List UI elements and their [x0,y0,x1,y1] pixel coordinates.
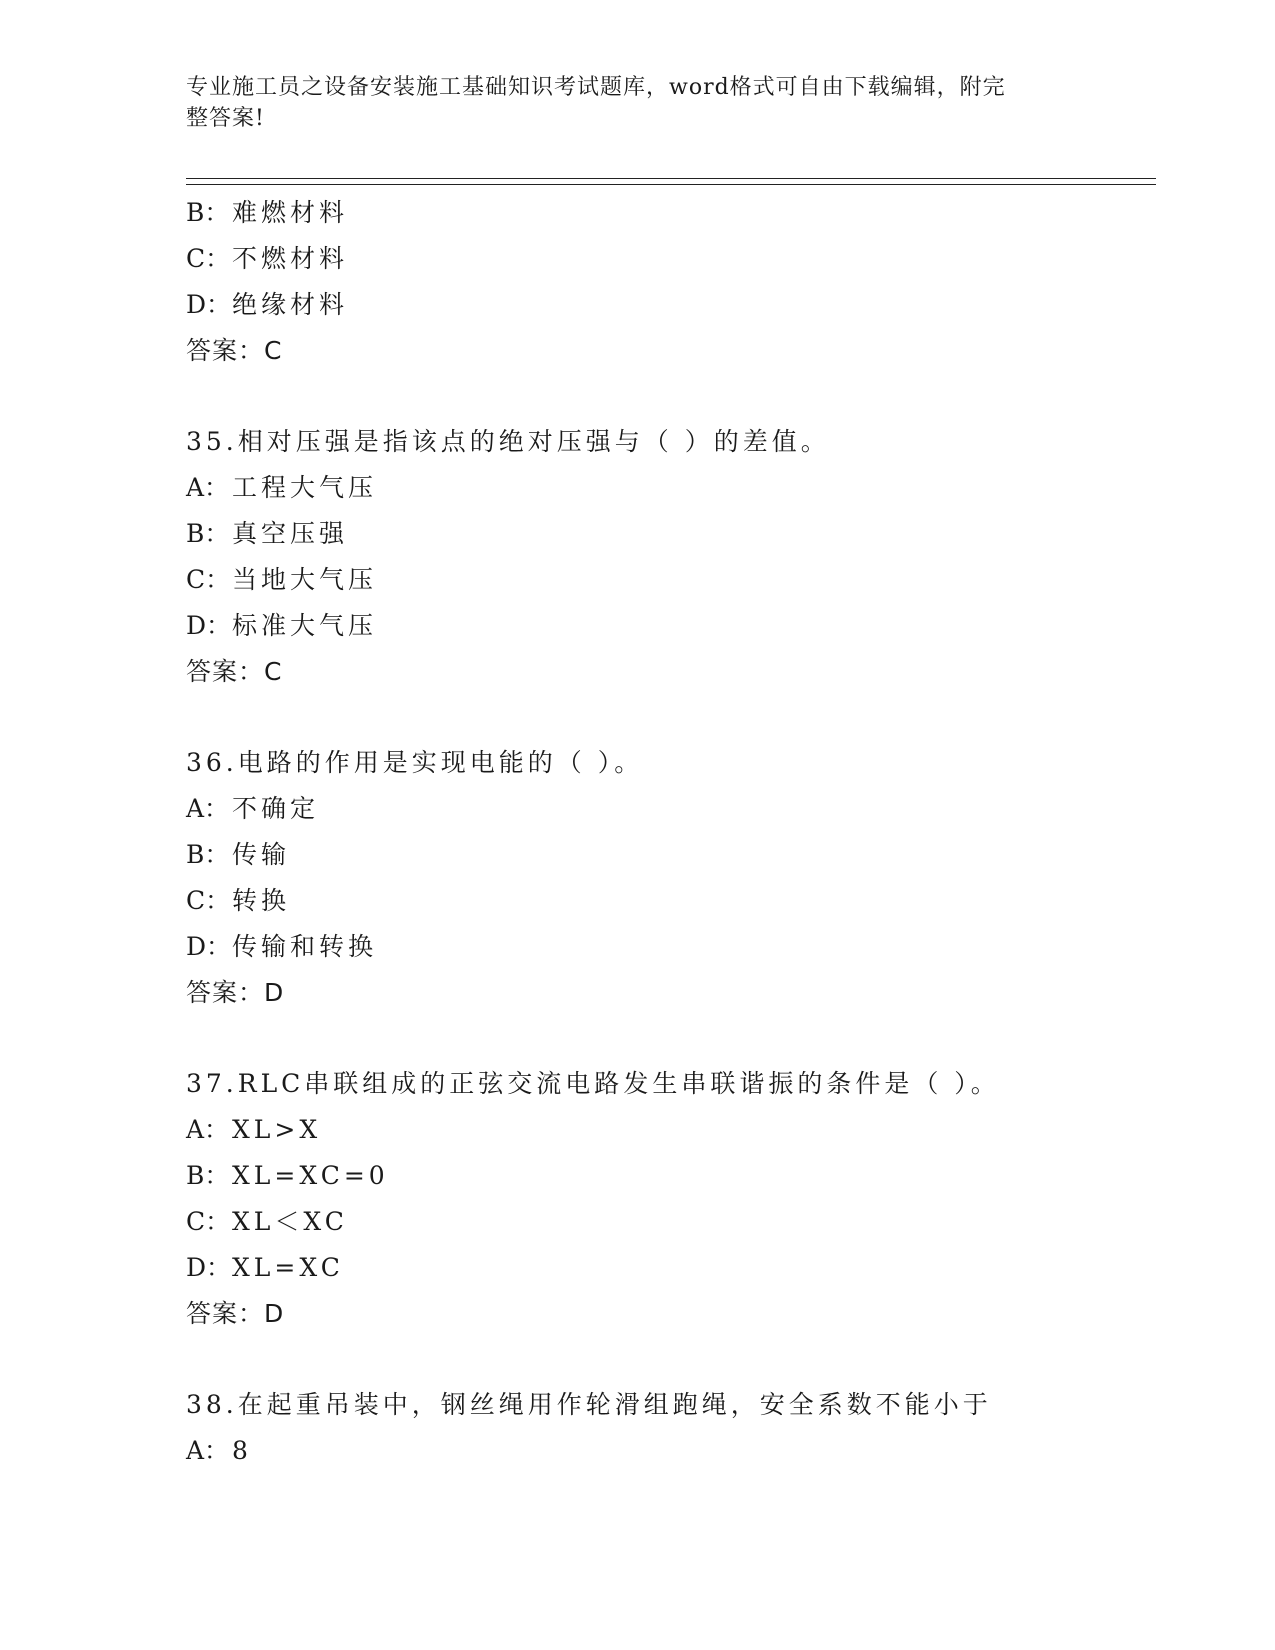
option-text: 传输和转换 [232,932,378,961]
question-34-continued [186,190,1146,374]
option-c [186,557,1146,603]
option-c [186,878,1146,924]
option-label: A： [186,794,230,823]
option-label: B： [186,840,230,869]
question-spacer [186,1337,1146,1382]
option-label: D： [186,290,232,319]
answer-line: 答案：D [186,978,285,1007]
option-a [186,465,1146,511]
question-37 [186,1061,1146,1337]
option-b [186,511,1146,557]
question-38 [186,1382,1146,1474]
option-d [186,1245,1146,1291]
option-c [186,1199,1146,1245]
option-text: 真空压强 [232,519,349,548]
question-stem: 37.RLC串联组成的正弦交流电路发生串联谐振的条件是（ ）。 [186,1069,1000,1098]
option-text: XL=XC=0 [232,1161,389,1190]
option-label: B： [186,519,230,548]
question-36 [186,740,1146,1016]
header-divider-bottom [186,184,1156,185]
header-line-1: 专业施工员之设备安装施工基础知识考试题库，word格式可自由下载编辑，附完 [186,75,1006,100]
question-spacer [186,695,1146,740]
option-a [186,786,1146,832]
question-35 [186,419,1146,695]
answer-line: 答案：C [186,657,283,686]
answer-line: 答案：C [186,336,283,365]
option-text: 难燃材料 [232,198,349,227]
question-stem: 36.电路的作用是实现电能的（ ）。 [186,748,644,777]
option-text: XL＜XC [232,1207,348,1236]
option-label: A： [186,1436,230,1465]
option-d [186,603,1146,649]
option-d [186,282,1146,328]
question-stem: 35.相对压强是指该点的绝对压强与（ ）的差值。 [186,427,830,456]
question-list [186,190,1146,1474]
option-text: XL=XC [232,1253,344,1282]
option-text: 8 [232,1436,252,1465]
option-text: 绝缘材料 [232,290,349,319]
option-b [186,832,1146,878]
option-label: C： [186,244,231,273]
option-label: D： [186,611,232,640]
question-spacer [186,1016,1146,1061]
option-b [186,1153,1146,1199]
option-a [186,1107,1146,1153]
option-text: 不确定 [232,794,320,823]
header-divider-top [186,178,1156,179]
option-b [186,190,1146,236]
answer-line: 答案：D [186,1299,285,1328]
option-label: D： [186,932,232,961]
option-a [186,1428,1146,1474]
header-line-2: 整答案! [186,106,265,131]
option-label: D： [186,1253,232,1282]
option-d [186,924,1146,970]
document-header [186,72,1066,134]
option-label: C： [186,565,231,594]
option-label: C： [186,1207,231,1236]
option-label: A： [186,473,230,502]
question-spacer [186,374,1146,419]
option-text: 不燃材料 [232,244,349,273]
option-text: XL>X [232,1115,322,1144]
option-label: B： [186,198,230,227]
option-text: 工程大气压 [232,473,378,502]
option-label: C： [186,886,231,915]
option-text: 转换 [232,886,291,915]
question-stem: 38.在起重吊装中，钢丝绳用作轮滑组跑绳，安全系数不能小于 [186,1390,992,1419]
option-text: 标准大气压 [232,611,378,640]
option-label: B： [186,1161,230,1190]
option-c [186,236,1146,282]
option-text: 传输 [232,840,291,869]
option-label: A： [186,1115,230,1144]
option-text: 当地大气压 [232,565,378,594]
